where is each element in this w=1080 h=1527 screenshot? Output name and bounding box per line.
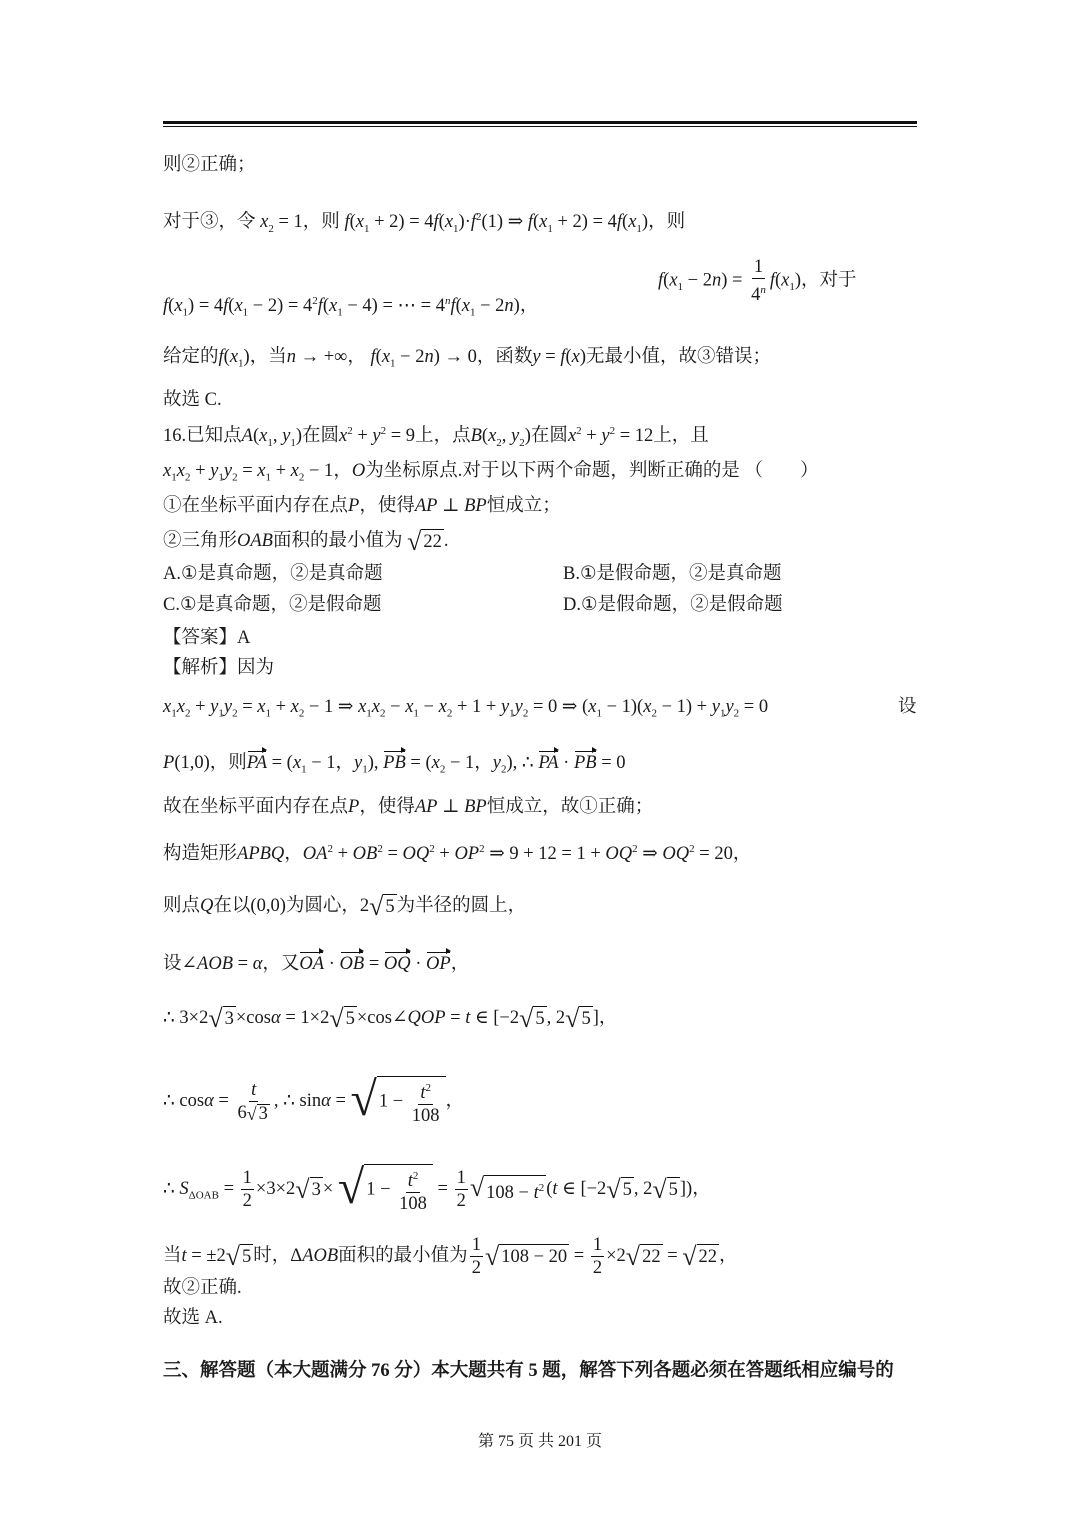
header-rule-thin — [163, 126, 917, 127]
formula-line: $f(x_1) = 4f(x_1 - 2) = 4^2f(x_1 - 4)$ = ⋯ = $4^nf(x_1 - 2n)$， $f(x_1 - 2n)$ = $\frac{1}{4^n}$ $f(x_1)$，对于 — [163, 257, 857, 319]
formula-line: 则点Q在以(0,0)为圆心，2 √ 5 为半径的圆上， — [163, 891, 527, 921]
formula-line: 对于③，令 $x_2 = 1$，则 $f(x_1 + 2) = 4f(x_1)\cdot f^2(1)$ ⇒ $f(x_1 + 2) = 4f(x_1)$，则 — [163, 211, 686, 235]
formula-line: ∴ $S_{\Delta OAB}$ = $\frac{1}{2}$ ×3×2 √ 3 × √ 1 − $\frac{t^2}{108}$ = $\frac{1}{2}$ √ $108 - t^2$ (t ∈ [−2 √ 5 , 2 √ 5 ])， — [163, 1161, 711, 1215]
question-line: ②三角形OAB面积的最小值为 √ 22 . — [163, 526, 449, 556]
formula-line: ∴ 3×2 √ 3 ×cosα = 1×2 √ 5 ×cos∠QOP = t ∈ [−2 √ 5 , 2 √ 5 ]， — [163, 1003, 618, 1033]
page-footer: 第 75 页 共 201 页 — [477, 1433, 602, 1450]
header-rule-thick — [163, 121, 917, 124]
text-line: 故②正确. — [163, 1278, 242, 1298]
formula-line: 构造矩形APBQ，$OA^2 + OB^2 = OQ^2 + OP^2$ ⇒ $9 + 12 = 1 + OQ^2$ ⇒ $OQ^2 = 20$， — [163, 843, 752, 865]
formula-line: 设∠AOB = α，又OA · OB = OQ · OP， — [163, 951, 920, 977]
text-line: 故选 C. — [163, 390, 222, 410]
formula-line: $x_1x_2 + y_1y_2 = x_1 + x_2 - 1$ ⇒ $x_1x_2 - x_1 - x_2 + 1 + y_1y_2 = 0$ ⇒ $(x_1 - 1)(x_2 - 1) + y_1y_2 = 0$ 设 — [163, 697, 917, 720]
option-d: D.①是假命题，②是假命题 — [563, 595, 783, 615]
text-line: 则②正确； — [163, 155, 256, 175]
option-a: A.①是真命题，②是真命题 — [163, 564, 383, 584]
formula-line: ∴ cosα = t 6 √ 3 , ∴ sinα = √ 1 − $\frac{t^2}{108}$ ， — [163, 1073, 465, 1127]
option-c: C.①是真命题，②是假命题 — [163, 595, 382, 615]
question-line: ①在坐标平面内存在点P，使得AP ⊥ BP恒成立； — [163, 496, 561, 516]
formula-line: 给定的$f(x_1)$，当n → +∞， $f(x_1 - 2n) \to 0$，函数y = f(x)无最小值，故③错误； — [163, 347, 772, 370]
text-line: 故选 A. — [163, 1308, 223, 1328]
section-heading: 三、解答题（本大题满分 76 分）本大题共有 5 题，解答下列各题必须在答题纸相应编号的 — [163, 1361, 894, 1381]
question-line: 16.已知点$A(x_1$, $y_1$)在圆$x^2 + y^2 = 9$上，点$B(x_2$, $y_2$)在圆$x^2 + y^2 = 12$上，且 — [163, 425, 709, 449]
formula-line: 当t = ±2 √ 5 时，ΔAOB面积的最小值为 $\frac{1}{2}$ √ 108 − 20 = $\frac{1}{2}$ ×2 √ 22 = √ 22 ， — [163, 1235, 738, 1278]
formula-line: P(1,0)，则PA = ($x_1 - 1$，$y_1$), PB = ($x_2 - 1$，$y_2$), ∴ PA · PB = 0 — [163, 750, 920, 783]
question-line: $x_1x_2 + y_1y_2 = x_1 + x_2 - 1$，O为坐标原点.对于以下两个命题，判断正确的是 （ ） — [163, 461, 819, 484]
option-b: B.①是假命题，②是真命题 — [563, 564, 782, 584]
answer-label: 【答案】A — [163, 628, 251, 648]
analysis-label: 【解析】因为 — [163, 658, 275, 678]
text-line: 故在坐标平面内存在点P，使得AP ⊥ BP恒成立，故①正确； — [163, 797, 654, 817]
